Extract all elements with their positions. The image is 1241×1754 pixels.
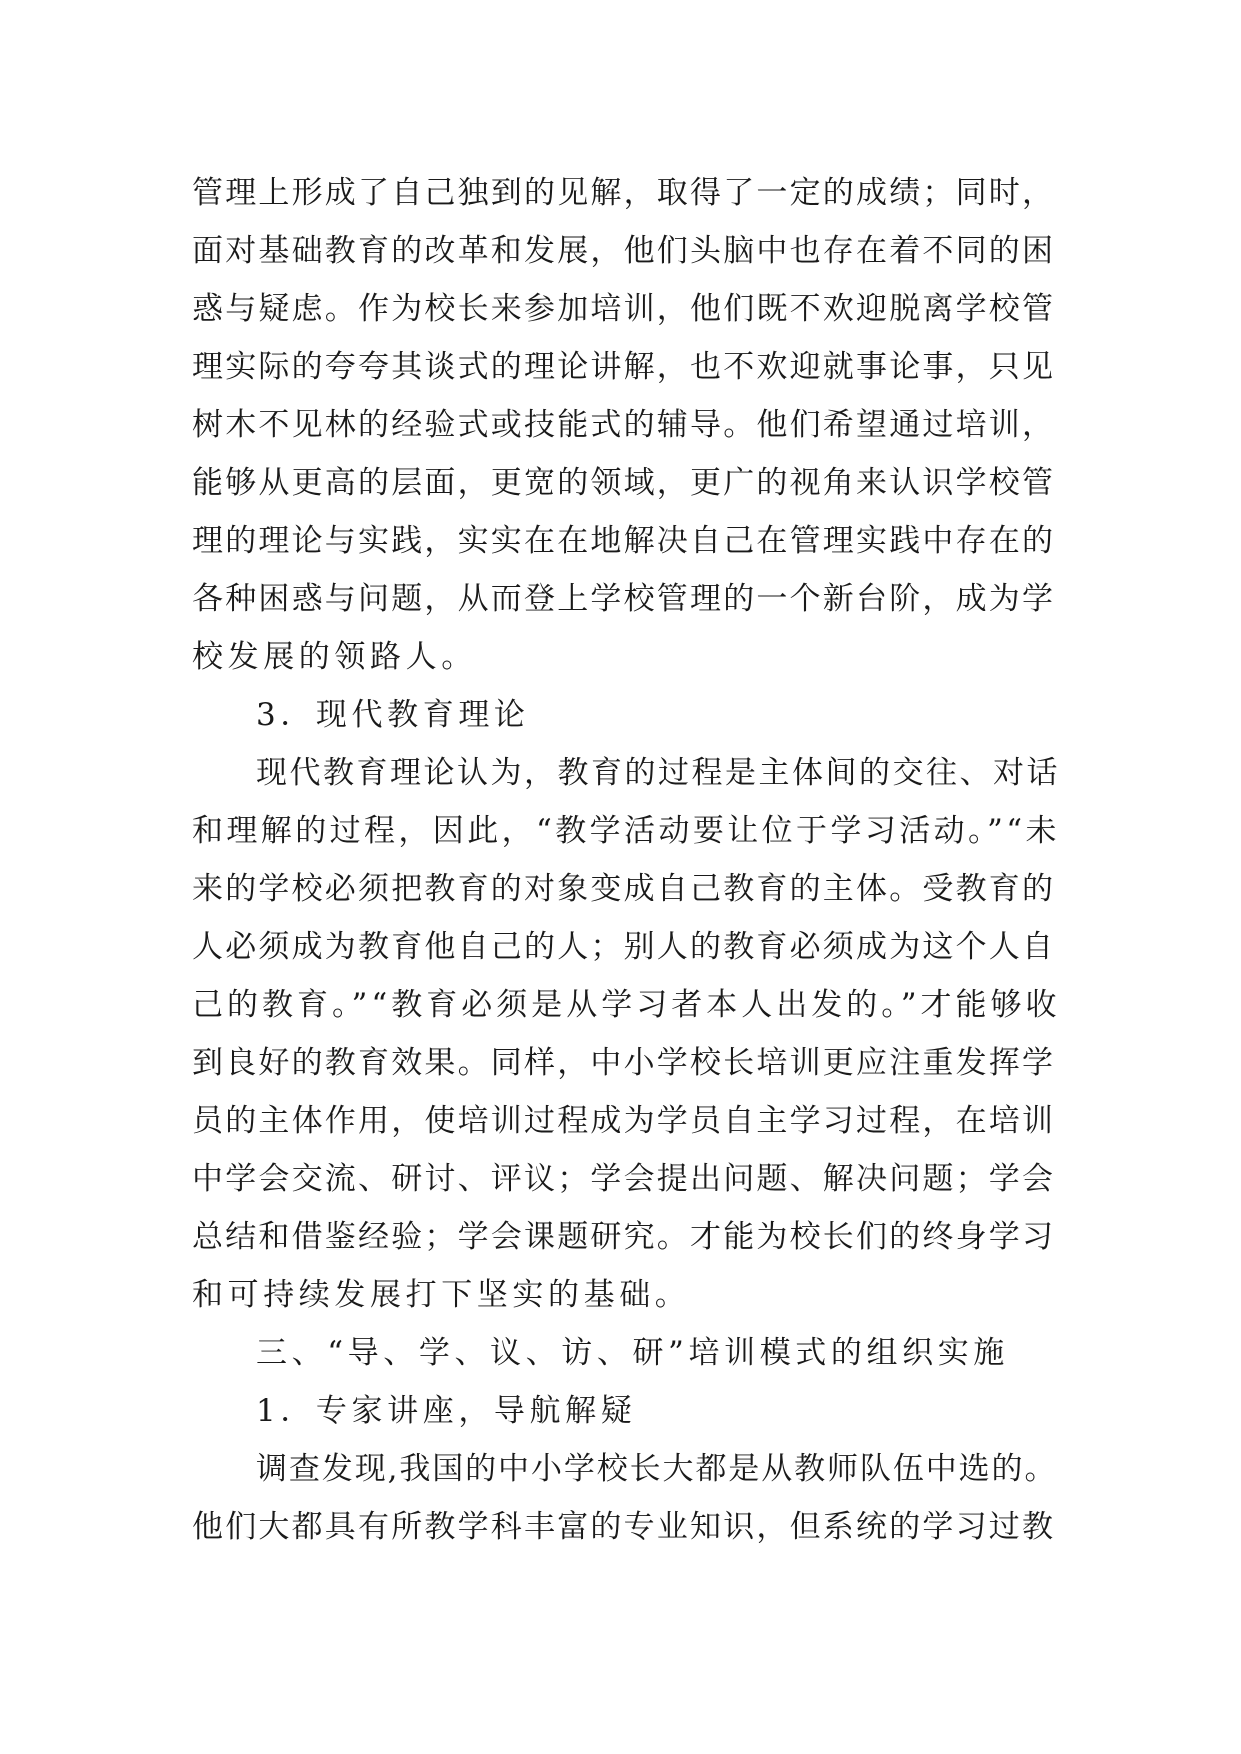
subsection-heading: 1．专家讲座，导航解疑 [256, 1393, 637, 1429]
text-line: 校发展的领路人。 [192, 639, 477, 675]
body-text [192, 164, 1062, 1556]
text-line: 己的教育。”“教育必须是从学习者本人出发的。”才能够收 [192, 987, 1061, 1023]
text-line: 和理解的过程，因此，“教学活动要让位于学习活动。”“未 [192, 813, 1060, 849]
text-line: 中学会交流、研讨、评议；学会提出问题、解决问题；学会 [192, 1161, 1056, 1197]
text-line: 来的学校必须把教育的对象变成自己教育的主体。受教育的 [192, 871, 1056, 907]
text-line: 人必须成为教育他自己的人；别人的教育必须成为这个人自 [192, 929, 1056, 965]
text-line: 面对基础教育的改革和发展，他们头脑中也存在着不同的困 [192, 233, 1056, 269]
text-line: 理实际的夸夸其谈式的理论讲解，也不欢迎就事论事，只见 [192, 349, 1056, 385]
text-line: 到良好的教育效果。同样，中小学校长培训更应注重发挥学 [192, 1045, 1056, 1081]
paragraph-first-line: 现代教育理论认为，教育的过程是主体间的交往、对话 [256, 755, 1060, 791]
text-line: 树木不见林的经验式或技能式的辅导。他们希望通过培训， [192, 407, 1056, 443]
text-line: 能够从更高的层面，更宽的领域，更广的视角来认识学校管 [192, 465, 1056, 501]
paragraph-first-line: 调查发现,我国的中小学校长大都是从教师队伍中选的。 [256, 1451, 1058, 1487]
text-line: 理的理论与实践，实实在在地解决自己在管理实践中存在的 [192, 523, 1056, 559]
text-line: 他们大都具有所教学科丰富的专业知识，但系统的学习过教 [192, 1509, 1056, 1545]
text-line: 惑与疑虑。作为校长来参加培训，他们既不欢迎脱离学校管 [192, 291, 1056, 327]
text-line: 员的主体作用，使培训过程成为学员自主学习过程，在培训 [192, 1103, 1056, 1139]
text-line: 和可持续发展打下坚实的基础。 [192, 1277, 691, 1313]
section-heading: 3．现代教育理论 [256, 697, 530, 733]
section-heading: 三、“导、学、议、访、研”培训模式的组织实施 [256, 1335, 1009, 1371]
text-line: 总结和借鉴经验；学会课题研究。才能为校长们的终身学习 [192, 1219, 1056, 1255]
text-line: 各种困惑与问题，从而登上学校管理的一个新台阶，成为学 [192, 581, 1056, 617]
text-line: 管理上形成了自己独到的见解，取得了一定的成绩；同时， [192, 175, 1056, 211]
